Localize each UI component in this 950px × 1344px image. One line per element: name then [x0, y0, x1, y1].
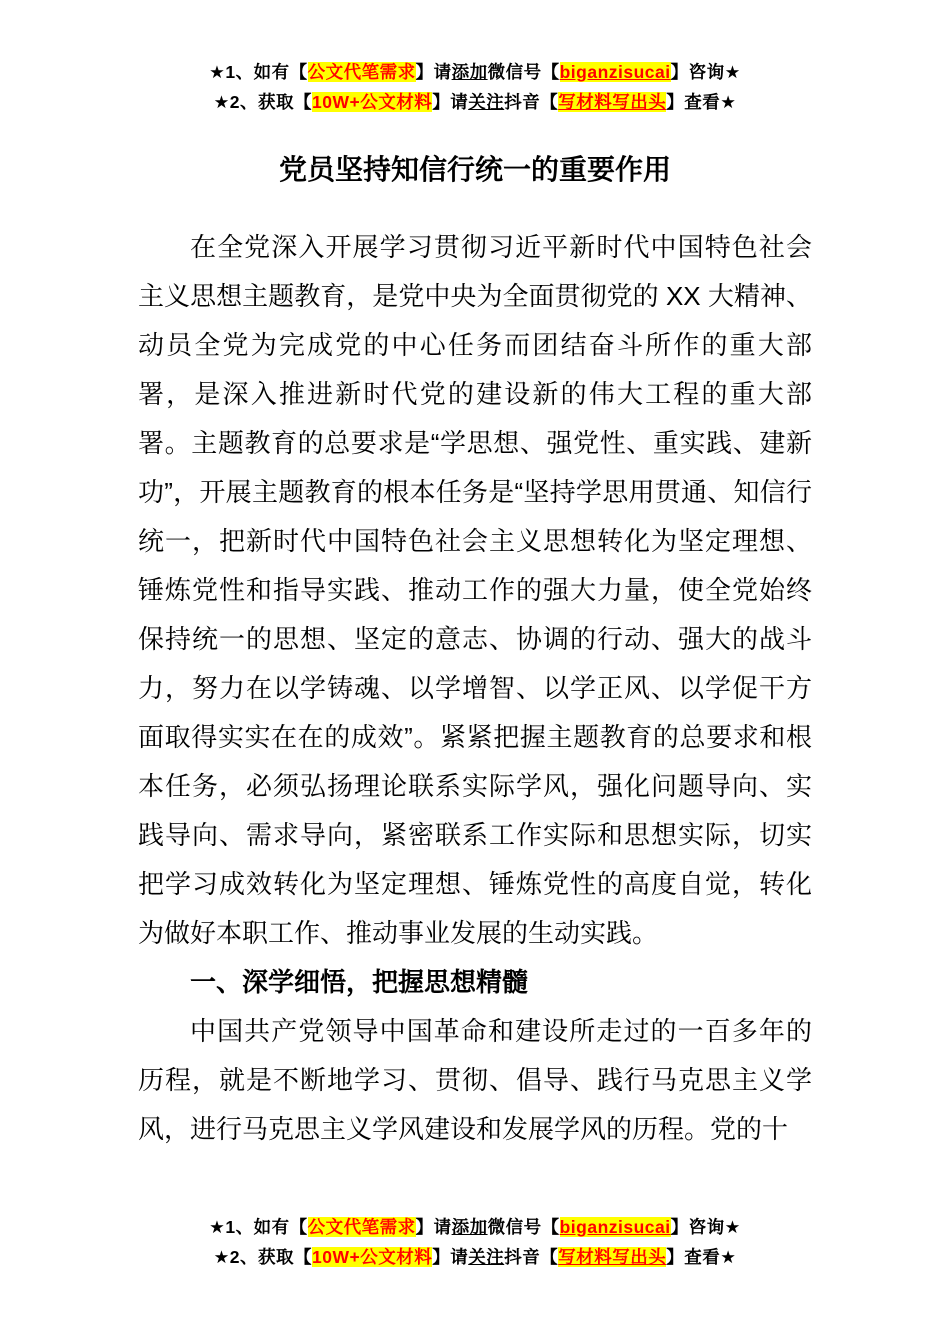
paragraph-2: 中国共产党领导中国革命和建设所走过的一百多年的历程，就是不断地学习、贯彻、倡导、践行马克思主义学风，进行马克思主义学风建设和发展学风的历程。党的十: [138, 1016, 812, 1144]
banner1-prefix: ★1、如有【: [209, 1217, 308, 1237]
banner2-underline-follow: 关注: [468, 1247, 505, 1267]
banner1-wechat-id: biganzisucai: [559, 62, 671, 82]
banner2-highlight-material: 10W+公文材料: [312, 1247, 433, 1267]
banner2-after1: 】请: [432, 92, 469, 112]
banner1-suffix: 】咨询★: [670, 62, 741, 82]
banner2-prefix: ★2、获取【: [213, 1247, 312, 1267]
banner1-mid: 微信号【: [487, 1217, 560, 1237]
banner1-wechat-id: biganzisucai: [559, 1217, 671, 1237]
header-banner-line-1: [0, 57, 950, 87]
document-body: [138, 223, 812, 1154]
banner2-prefix: ★2、获取【: [213, 92, 312, 112]
banner2-underline-follow: 关注: [468, 92, 505, 112]
banner2-mid: 抖音【: [504, 1247, 559, 1267]
section-heading-1: 一、深学细悟，把握思想精髓: [190, 967, 529, 997]
banner1-after1: 】请: [415, 1217, 452, 1237]
footer-banner-line-1: [0, 1212, 950, 1242]
banner2-after1: 】请: [432, 1247, 469, 1267]
banner1-mid: 微信号【: [487, 62, 560, 82]
banner2-douyin-id: 写材料写出头: [558, 92, 667, 112]
document-title: 党员坚持知信行统一的重要作用: [278, 154, 671, 185]
header-banner-line-2: [0, 87, 950, 117]
paragraph-1: 在全党深入开展学习贯彻习近平新时代中国特色社会主义思想主题教育，是党中央为全面贯彻党的 XX 大精神、动员全党为完成党的中心任务而团结奋斗所作的重大部署，是深入推进新时代党的建设新的伟大工程的重大部署。主题教育的总要求是“学思想、强党性、重实践、建新功”，开展主题教育的根本任务是“坚持学思用贯通、知信行统一，把新时代中国特色社会主义思想转化为坚定理想、锤炼党性和指导实践、推动工作的强大力量，使全党始终保持统一的思想、坚定的意志、协调的行动、强大的战斗力，努力在以学铸魂、以学增智、以学正风、以学促干方面取得实实在在的成效”。紧紧把握主题教育的总要求和根本任务，必须弘扬理论联系实际学风，强化问题导向、实践导向、需求导向，紧密联系工作实际和思想实际，切实把学习成效转化为坚定理想、锤炼党性的高度自觉，转化为做好本职工作、推动事业发展的生动实践。: [138, 232, 812, 948]
banner1-highlight-service: 公文代笔需求: [307, 62, 416, 82]
banner2-douyin-id: 写材料写出头: [558, 1247, 667, 1267]
banner1-underline-add: 添加: [451, 62, 488, 82]
header-banner: [0, 0, 950, 117]
banner1-underline-add: 添加: [451, 1217, 488, 1237]
banner1-prefix: ★1、如有【: [209, 62, 308, 82]
footer-banner-line-2: [0, 1242, 950, 1272]
banner1-highlight-service: 公文代笔需求: [307, 1217, 416, 1237]
banner2-mid: 抖音【: [504, 92, 559, 112]
banner2-highlight-material: 10W+公文材料: [312, 92, 433, 112]
banner2-suffix: 】查看★: [666, 92, 737, 112]
footer-banner: [0, 1212, 950, 1272]
banner2-suffix: 】查看★: [666, 1247, 737, 1267]
banner1-suffix: 】咨询★: [670, 1217, 741, 1237]
banner1-after1: 】请: [415, 62, 452, 82]
